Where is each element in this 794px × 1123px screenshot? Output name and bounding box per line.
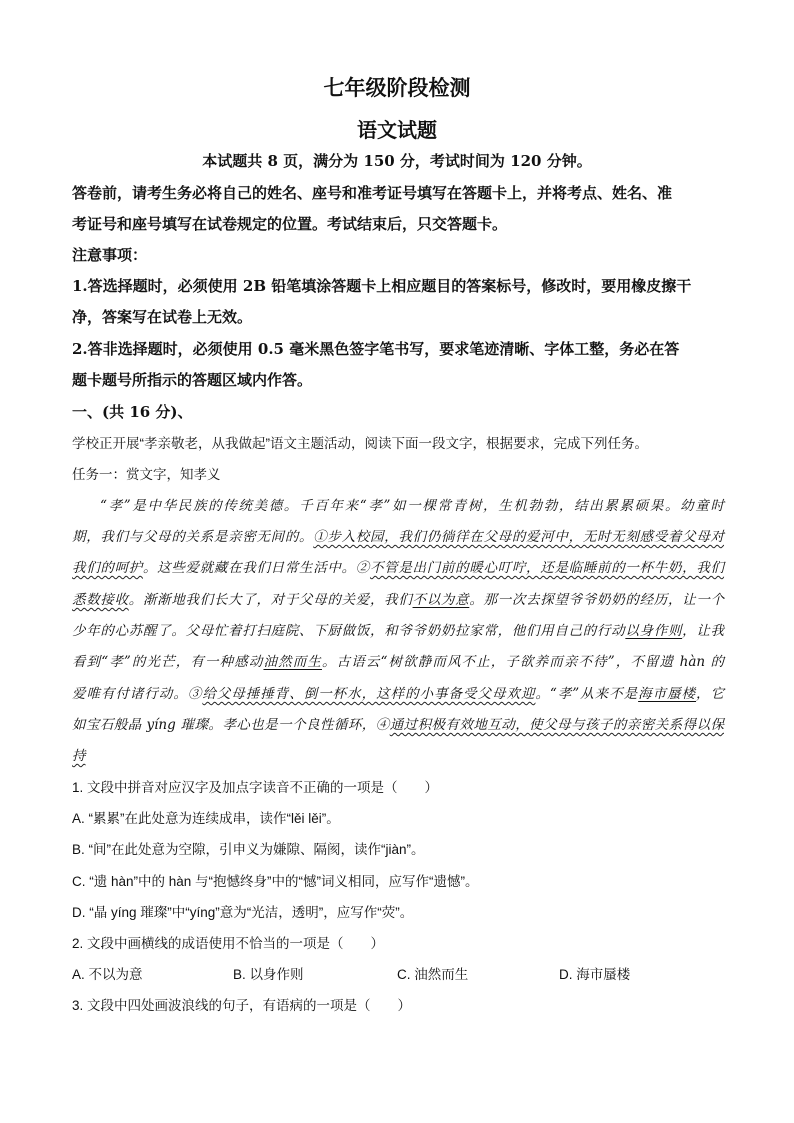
passage-line: 看到“孝”的光芒，有一种感动油然而生。古语云“树欲静而风不止，子欲养而亲不待”，不留遗 hàn 的: [72, 654, 725, 670]
passage-line: “孝”是中华民族的传统美德。千百年来“孝”如一棵常青树，生机勃勃，结出累累硕果。幼童时: [100, 498, 724, 514]
wavy-sentence-2: 不管是出门前的暖心叮咛，还是临睡前的一杯牛奶，我们: [369, 560, 725, 576]
wavy-sentence-2-end: 悉数接收: [72, 592, 129, 608]
question-2-option-a: A. 不以为意: [72, 967, 143, 982]
exam-subtitle: 语文试题: [357, 118, 437, 142]
passage-line: 悉数接收。渐渐地我们长大了，对于父母的关爱，我们不以为意。那一次去探望爷爷奶奶的经历，让一个: [72, 592, 725, 608]
intro-line-1: 答卷前，请考生务必将自己的姓名、座号和准考证号填写在答题卡上，并将考点、姓名、准: [72, 184, 673, 202]
idiom-underline-4: 海市蜃楼: [638, 686, 697, 702]
notice-heading: 注意事项：: [72, 246, 148, 264]
passage-line: 爱唯有付诸行动。③给父母捶捶背、倒一杯水，这样的小事备受父母欢迎。“孝”从来不是海市蜃楼，它: [72, 686, 725, 702]
notice-2-line-2: 题卡题号所指示的答题区域内作答。: [72, 371, 313, 389]
question-2-option-c: C. 油然而生: [397, 967, 469, 982]
question-1-option-c: C. “遗 hàn”中的 hàn 与“抱憾终身”中的“憾”词义相同，应写作“遗憾”。: [72, 874, 479, 889]
intro-line-2: 考证号和座号填写在试卷规定的位置。考试结束后，只交答题卡。: [72, 215, 508, 233]
question-1-stem: 1. 文段中拼音对应汉字及加点字读音不正确的一项是（ ）: [72, 780, 439, 795]
wavy-sentence-4-end: 持: [72, 748, 86, 764]
notice-2-line-1: 2.答非选择题时，必须使用 0.5 毫米黑色签字笔书写，要求笔迹清晰、字体工整，务必在答: [72, 340, 680, 358]
exam-title: 七年级阶段检测: [323, 75, 471, 100]
question-3-stem: 3. 文段中四处画波浪线的句子，有语病的一项是（ ）: [72, 998, 412, 1013]
question-1-option-b: B. “间”在此处意为空隙，引申义为嫌隙、隔阂，读作“jiàn”。: [72, 842, 425, 857]
passage-line: 我们的呵护。这些爱就藏在我们日常生活中。②不管是出门前的暖心叮咛，还是临睡前的一杯牛奶，我们: [72, 560, 725, 576]
wavy-sentence-1-end: 我们的呵护: [72, 560, 143, 576]
notice-1-line-1: 1.答选择题时，必须使用 2B 铅笔填涂答题卡上相应题目的答案标号，修改时，要用橡皮擦干: [72, 277, 692, 295]
wavy-sentence-3: 给父母捶捶背、倒一杯水，这样的小事备受父母欢迎: [202, 686, 536, 702]
passage-line: 少年的心苏醒了。父母忙着打扫庭院、下厨做饭，和爷爷奶奶拉家常，他们用自己的行动以身作则，让我: [72, 623, 725, 639]
idiom-underline-1: 不以为意: [412, 592, 470, 608]
wavy-sentence-4: 通过积极有效地互动，使父母与孩子的亲密关系得以保: [389, 717, 724, 733]
question-2-option-d: D. 海市蜃楼: [559, 967, 631, 982]
question-1-option-a: A. “累累”在此处意为连续成串，读作“lěi lěi”。: [72, 811, 340, 826]
question-2-option-b: B. 以身作则: [233, 967, 304, 982]
passage-line: 期，我们与父母的关系是亲密无间的。①步入校园，我们仍徜徉在父母的爱河中，无时无刻感受着父母对: [72, 529, 725, 545]
section-intro: 学校正开展“孝亲敬老，从我做起”语文主题活动，阅读下面一段文字，根据要求，完成下列任务。: [72, 436, 648, 451]
task-1-heading: 任务一：赏文字，知孝义: [72, 467, 221, 482]
idiom-underline-2: 以身作则: [625, 623, 683, 639]
question-2-stem: 2. 文段中画横线的成语使用不恰当的一项是（ ）: [72, 936, 385, 951]
question-1-option-d: D. “晶 yíng 璀璨”中“yíng”意为“光洁，透明”，应写作“荧”。: [72, 905, 414, 920]
section-heading: 一、(共 16 分)、: [72, 403, 193, 421]
idiom-underline-3: 油然而生: [263, 654, 322, 670]
wavy-sentence-1: ①步入校园，我们仍徜徉在父母的爱河中，无时无刻感受着父母对: [313, 529, 725, 545]
passage-line: 如宝石般晶 yíng 璀璨。孝心也是一个良性循环，④通过积极有效地互动，使父母与孩子的亲密关系得以保: [72, 717, 724, 733]
passage-line: [72, 744, 724, 764]
notice-1-line-2: 净，答案写在试卷上无效。: [72, 308, 253, 326]
exam-info: 本试题共 8 页，满分为 150 分，考试时间为 120 分钟。: [202, 152, 592, 170]
